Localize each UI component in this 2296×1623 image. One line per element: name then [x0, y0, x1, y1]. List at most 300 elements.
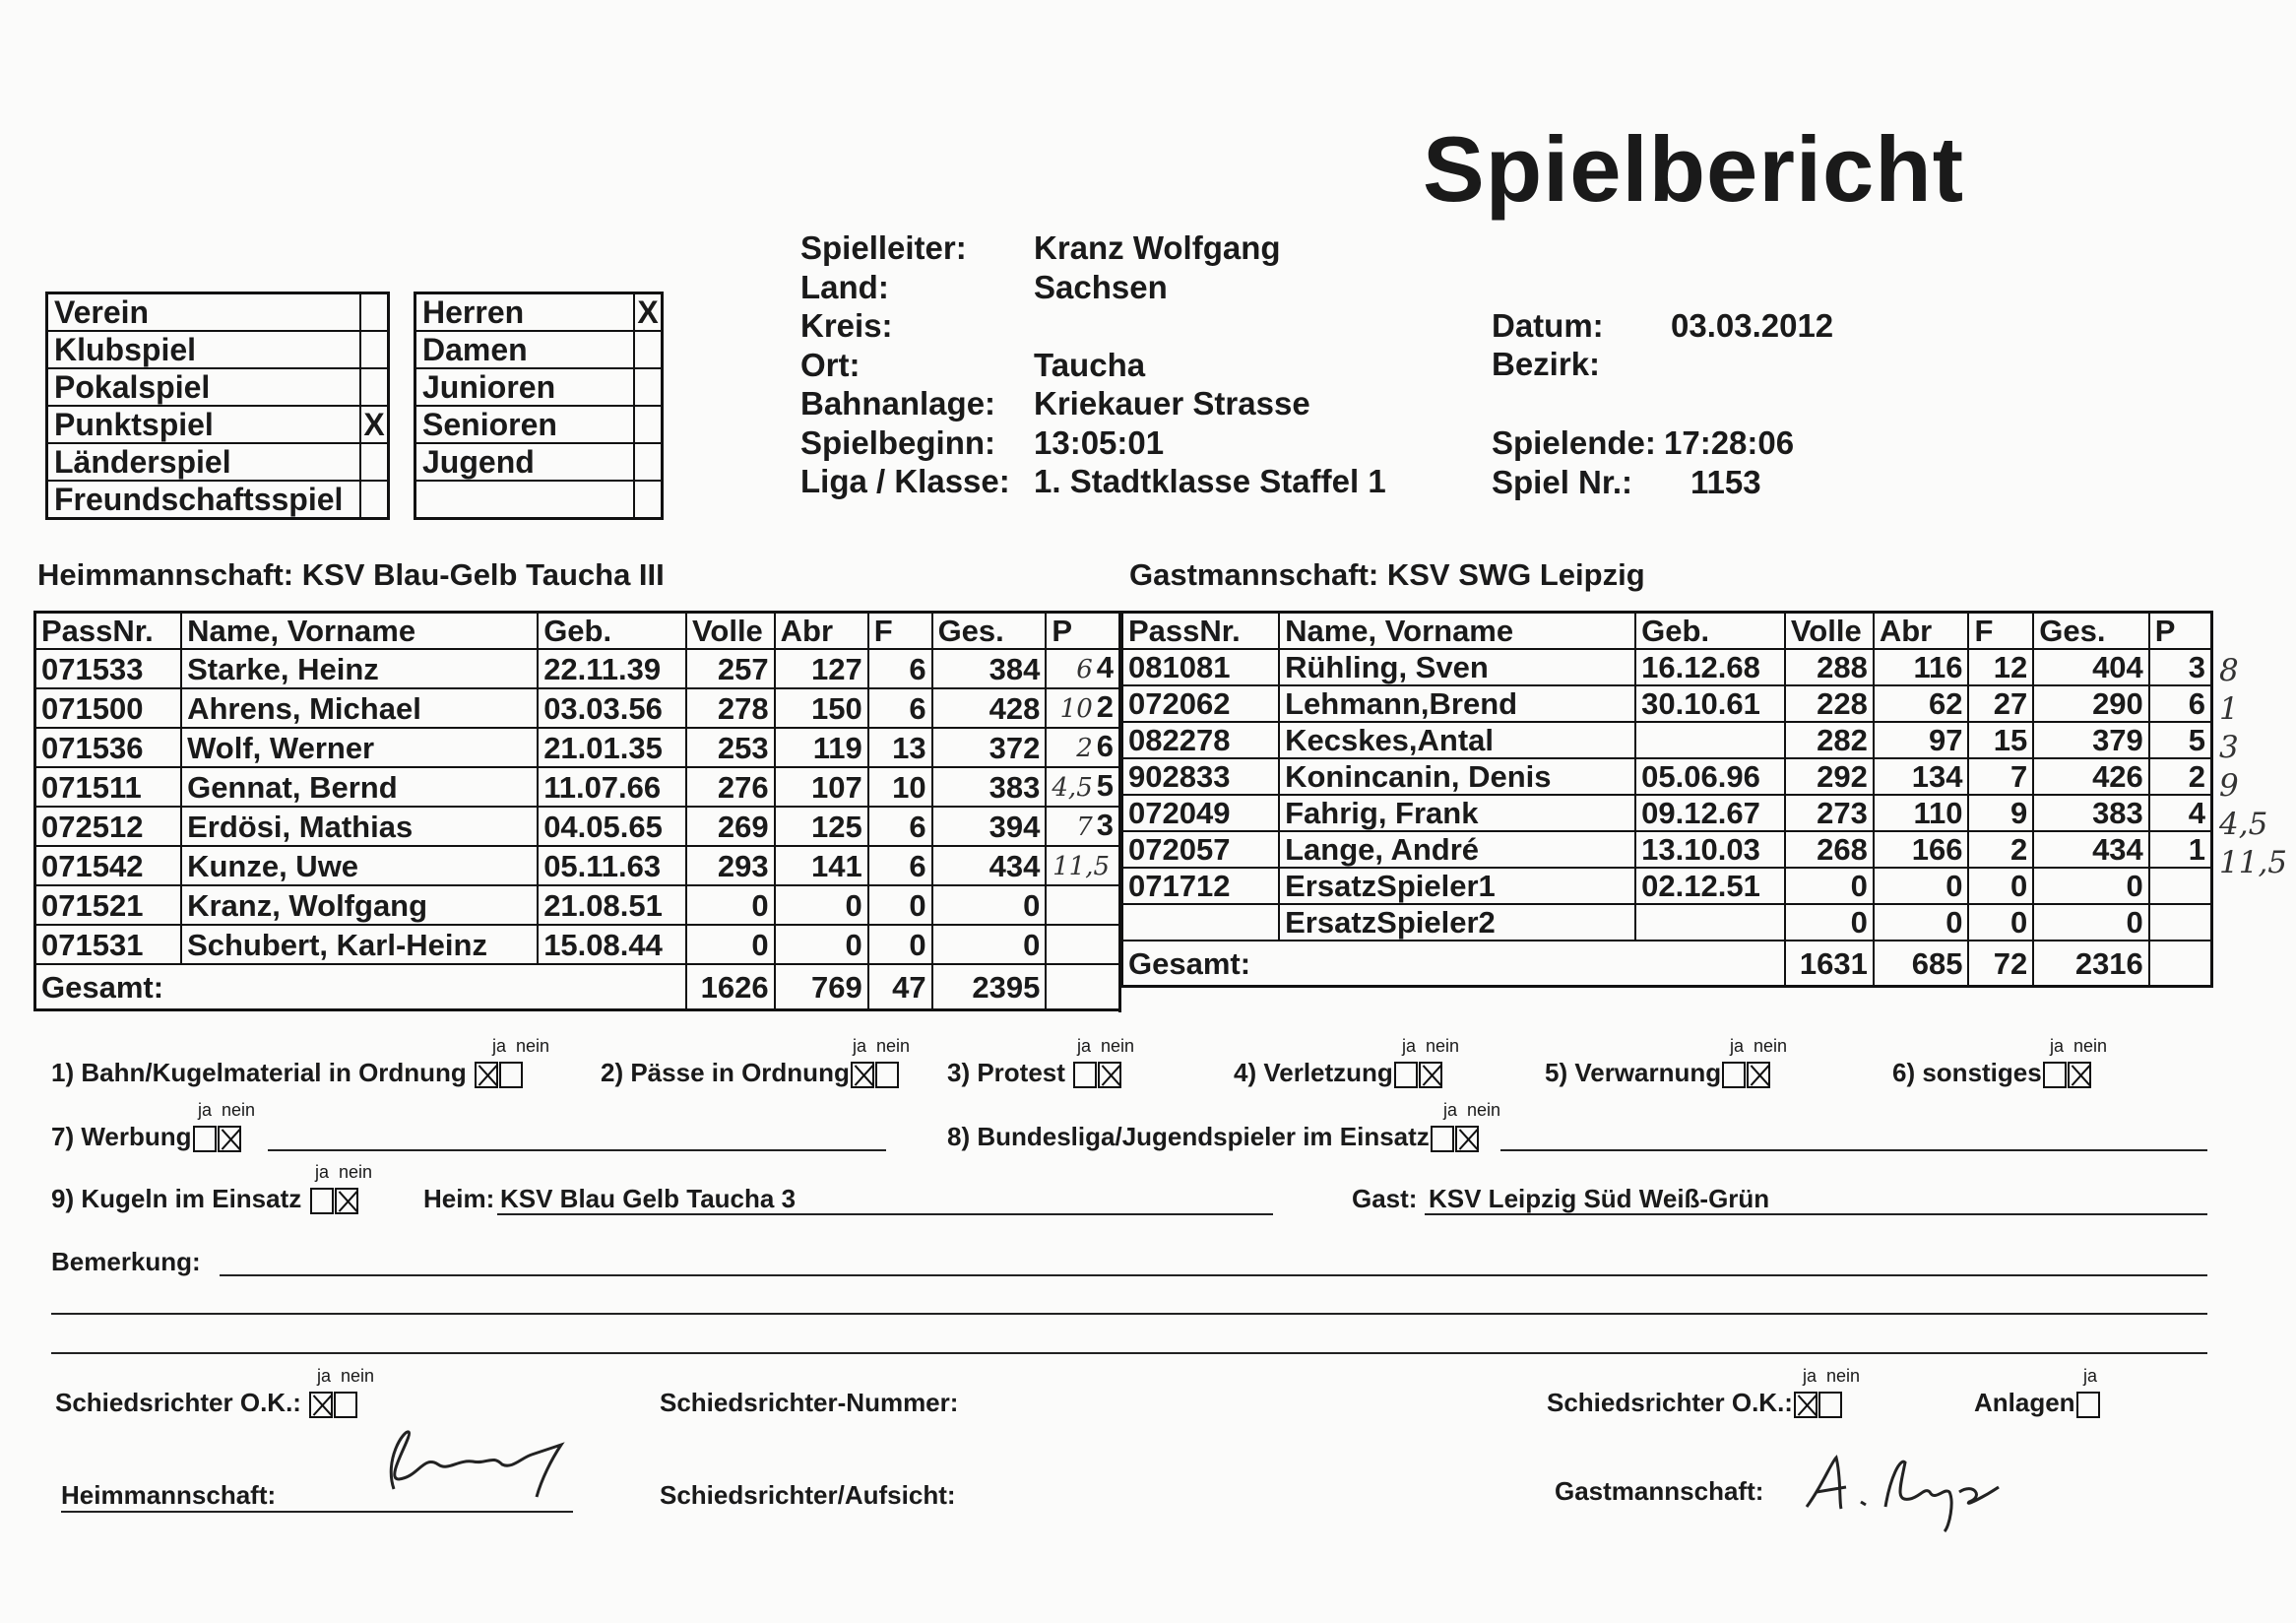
guest-total-row [1122, 941, 2212, 987]
home-col-header: P [1046, 613, 1119, 650]
home-points-cell [1046, 885, 1119, 925]
q8-line [1500, 1149, 2207, 1151]
guest-match-points: 3 [2188, 650, 2205, 684]
home-cell: 071533 [35, 649, 182, 688]
spielende-label: Spielende: [1492, 424, 1656, 461]
category-row [415, 293, 663, 332]
guest-cell: 116 [1874, 649, 1969, 685]
guest-handwritten-point: 4,5 [2219, 807, 2268, 842]
bemerkung-line-2[interactable] [51, 1313, 2207, 1315]
category-checkbox[interactable] [634, 331, 663, 368]
home-player-row [35, 846, 1120, 885]
q8-ja-checkbox[interactable] [1431, 1126, 1454, 1152]
home-player-row [35, 925, 1120, 964]
gastmannschaft-signature-label: Gastmannschaft: [1555, 1476, 1764, 1506]
guest-col-header: F [1968, 613, 2033, 650]
guest-total-label: Gesamt: [1122, 941, 1785, 987]
home-total-label: Gesamt: [35, 964, 687, 1010]
guest-player-row [1122, 758, 2212, 795]
guest-cell: 0 [1874, 868, 1969, 904]
guest-col-header: P [2149, 613, 2212, 650]
home-handwritten-points: 2 [1076, 734, 1093, 763]
home-cell: 071536 [35, 728, 182, 767]
home-cell: 119 [775, 728, 868, 767]
home-player-row [35, 807, 1120, 846]
game-type-row [47, 443, 389, 481]
guest-team-label: Gastmannschaft: KSV SWG Leipzig [1129, 557, 1645, 592]
home-col-header: PassNr. [35, 613, 182, 650]
home-points-cell [1046, 807, 1119, 846]
home-cell: 6 [868, 688, 932, 728]
guest-handwritten-point [2219, 882, 2287, 921]
info-label: Kreis: [800, 307, 893, 344]
home-cell: Kunze, Uwe [181, 846, 538, 885]
home-points-cell [1046, 846, 1119, 885]
guest-cell: 09.12.67 [1635, 795, 1785, 831]
home-cell: 127 [775, 649, 868, 688]
guest-handwritten-points [2219, 652, 2287, 959]
home-total-points [1046, 964, 1119, 1010]
guest-player-row [1122, 868, 2212, 904]
guest-cell: 383 [2033, 795, 2149, 831]
aufsicht-label: Schiedsrichter/Aufsicht: [660, 1480, 956, 1510]
schiri-ok-guest: Schiedsrichter O.K.: [1547, 1388, 1842, 1418]
home-handwritten-points: 6 [1076, 655, 1093, 684]
q1-ja-checkbox[interactable] [475, 1062, 498, 1088]
guest-cell: 426 [2033, 758, 2149, 795]
home-cell: 428 [932, 688, 1047, 728]
guest-cell: 404 [2033, 649, 2149, 685]
home-cell: 384 [932, 649, 1047, 688]
schiri-ok-home-ja-checkbox[interactable] [309, 1392, 333, 1418]
bemerkung-line-1[interactable] [220, 1274, 2207, 1276]
home-cell: Kranz, Wolfgang [181, 885, 538, 925]
guest-cell: 282 [1785, 722, 1874, 758]
home-total-ges: 2395 [932, 964, 1047, 1010]
guest-cell: 0 [2033, 904, 2149, 941]
home-team-table [33, 611, 1121, 1011]
guest-total-f: 72 [1968, 941, 2033, 987]
q5-nein-checkbox[interactable] [1747, 1062, 1770, 1088]
spielnr-label: Spiel Nr.: [1492, 464, 1633, 500]
q3: 3) Protest [947, 1058, 1121, 1088]
guest-cell: 072057 [1122, 831, 1280, 868]
guest-header-row [1122, 613, 2212, 650]
home-player-row [35, 649, 1120, 688]
home-col-header: Name, Vorname [181, 613, 538, 650]
guest-handwritten-point: 11,5 [2219, 845, 2288, 880]
home-handwritten-points: 11,5 [1052, 852, 1110, 881]
guest-handwritten-point: 8 [2219, 653, 2239, 688]
game-type-label: Freundschaftsspiel [47, 481, 361, 519]
home-col-header: Geb. [538, 613, 686, 650]
home-cell: Starke, Heinz [181, 649, 538, 688]
guest-points-cell [2149, 649, 2212, 685]
home-cell: 071521 [35, 885, 182, 925]
home-handwritten-points: 7 [1076, 812, 1093, 842]
q2-ja-checkbox[interactable] [851, 1062, 874, 1088]
anlagen-ja-checkbox[interactable] [2076, 1392, 2100, 1418]
guest-cell: 273 [1785, 795, 1874, 831]
home-total-row [35, 964, 1120, 1010]
game-type-label: Pokalspiel [47, 368, 361, 406]
home-team-label: Heimmannschaft: KSV Blau-Gelb Taucha III [37, 557, 665, 592]
home-cell: 04.05.65 [538, 807, 686, 846]
guest-player-row [1122, 831, 2212, 868]
home-cell: 293 [686, 846, 775, 885]
schiri-ok-guest-ja-nein: ja nein [1803, 1366, 1861, 1386]
heimmannschaft-signature [364, 1420, 581, 1513]
home-cell: 6 [868, 846, 932, 885]
home-col-header: Ges. [932, 613, 1047, 650]
q4-ja-checkbox[interactable] [1394, 1062, 1418, 1088]
guest-cell: 0 [1785, 904, 1874, 941]
guest-handwritten-point: 9 [2219, 768, 2239, 804]
info-label: Spielleiter: [800, 229, 967, 266]
category-row [415, 443, 663, 481]
info-label: Spielbeginn: [800, 423, 995, 461]
game-type-checkbox[interactable] [360, 331, 389, 368]
gast-line [1425, 1213, 2207, 1215]
guest-match-points: 1 [2188, 832, 2205, 867]
gast-value[interactable]: KSV Leipzig Süd Weiß-Grün [1429, 1184, 1770, 1213]
info-value: 13:05:01 [1034, 423, 1165, 461]
info-value: Kranz Wolfgang [1034, 229, 1281, 266]
home-cell: Schubert, Karl-Heinz [181, 925, 538, 964]
q5-ja-nein: ja nein [1730, 1036, 1788, 1056]
q9: 9) Kugeln im Einsatz [51, 1184, 358, 1214]
info-label: Bahnanlage: [800, 385, 996, 422]
heim-line [497, 1213, 1273, 1215]
home-cell: 0 [932, 885, 1047, 925]
game-type-label: Länderspiel [47, 443, 361, 481]
home-cell: 125 [775, 807, 868, 846]
spielende-value: 17:28:06 [1664, 424, 1795, 461]
guest-cell: 0 [1874, 904, 1969, 941]
guest-cell: 434 [2033, 831, 2149, 868]
info-value: Taucha [1034, 346, 1146, 383]
q7-line [268, 1149, 886, 1151]
q3-nein-checkbox[interactable] [1098, 1062, 1121, 1088]
anlagen: Anlagen [1974, 1388, 2100, 1418]
category-table [414, 292, 664, 520]
guest-cell: 15 [1968, 722, 2033, 758]
guest-points-cell [2149, 831, 2212, 868]
guest-total-abr: 685 [1874, 941, 1969, 987]
home-cell: 434 [932, 846, 1047, 885]
category-label: Senioren [415, 406, 635, 443]
home-cell: Gennat, Bernd [181, 767, 538, 807]
home-cell: 383 [932, 767, 1047, 807]
info-value [1034, 306, 1386, 346]
guest-points-cell [2149, 685, 2212, 722]
guest-total-ges: 2316 [2033, 941, 2149, 987]
q6: 6) sonstiges [1892, 1058, 2091, 1088]
q9-ja-checkbox[interactable] [310, 1188, 334, 1214]
home-cell: 05.11.63 [538, 846, 686, 885]
game-type-checkbox[interactable] [360, 443, 389, 481]
guest-cell: 072049 [1122, 795, 1280, 831]
category-label: Junioren [415, 368, 635, 406]
guest-cell: 0 [1785, 868, 1874, 904]
home-player-row [35, 728, 1120, 767]
guest-points-cell [2149, 868, 2212, 904]
game-type-label: Punktspiel [47, 406, 361, 443]
game-type-row [47, 481, 389, 519]
q8-ja-nein: ja nein [1443, 1100, 1501, 1120]
category-checkbox[interactable] [634, 368, 663, 406]
guest-cell: 27 [1968, 685, 2033, 722]
game-type-checkbox[interactable] [360, 481, 389, 519]
home-cell: 0 [868, 885, 932, 925]
home-handwritten-points: 4,5 [1052, 773, 1093, 803]
home-cell: 071511 [35, 767, 182, 807]
q3-ja-nein: ja nein [1077, 1036, 1135, 1056]
home-cell: 278 [686, 688, 775, 728]
home-match-points: 3 [1096, 808, 1114, 842]
guest-total-volle: 1631 [1785, 941, 1874, 987]
guest-cell: 7 [1968, 758, 2033, 795]
home-cell: 141 [775, 846, 868, 885]
info-values [1034, 228, 1386, 501]
guest-cell: 292 [1785, 758, 1874, 795]
home-cell: 276 [686, 767, 775, 807]
home-match-points: 5 [1096, 768, 1114, 803]
guest-match-points: 5 [2188, 723, 2205, 757]
home-cell: 21.01.35 [538, 728, 686, 767]
q6-nein-checkbox[interactable] [2068, 1062, 2091, 1088]
home-match-points: 2 [1096, 689, 1114, 724]
q8: 8) Bundesliga/Jugendspieler im Einsatz [947, 1122, 1479, 1152]
guest-cell: 082278 [1122, 722, 1280, 758]
guest-cell: 379 [2033, 722, 2149, 758]
guest-cell: 30.10.61 [1635, 685, 1785, 722]
q5-ja-checkbox[interactable] [1722, 1062, 1746, 1088]
home-total-abr: 769 [775, 964, 868, 1010]
category-checkbox[interactable] [634, 406, 663, 443]
home-total-volle: 1626 [686, 964, 775, 1010]
guest-cell [1122, 904, 1280, 941]
home-cell: 0 [868, 925, 932, 964]
home-points-cell [1046, 925, 1119, 964]
q7: 7) Werbung [51, 1122, 241, 1152]
category-checkbox[interactable] [634, 481, 663, 519]
schiri-nummer-label: Schiedsrichter-Nummer: [660, 1388, 959, 1417]
home-cell: 0 [775, 885, 868, 925]
category-row [415, 331, 663, 368]
home-cell: 071542 [35, 846, 182, 885]
home-cell: 0 [686, 885, 775, 925]
guest-cell: Fahrig, Frank [1279, 795, 1635, 831]
schiri-ok-home: Schiedsrichter O.K.: [55, 1388, 357, 1418]
q6-ja-nein: ja nein [2050, 1036, 2108, 1056]
home-cell: 22.11.39 [538, 649, 686, 688]
guest-cell: Lange, André [1279, 831, 1635, 868]
bemerkung-line-3[interactable] [51, 1352, 2207, 1354]
guest-cell: 02.12.51 [1635, 868, 1785, 904]
game-type-row [47, 406, 389, 443]
guest-cell: 166 [1874, 831, 1969, 868]
guest-handwritten-point: 3 [2219, 730, 2239, 765]
home-cell: 071500 [35, 688, 182, 728]
guest-col-header: Volle [1785, 613, 1874, 650]
home-cell: 072512 [35, 807, 182, 846]
guest-cell: 13.10.03 [1635, 831, 1785, 868]
q8-nein-checkbox[interactable] [1455, 1126, 1479, 1152]
guest-cell: Rühling, Sven [1279, 649, 1635, 685]
game-type-row [47, 368, 389, 406]
home-points-cell [1046, 649, 1119, 688]
q2-ja-nein: ja nein [853, 1036, 911, 1056]
datum-label: Datum: [1492, 307, 1604, 344]
q2: 2) Pässe in Ordnung [601, 1058, 899, 1088]
guest-cell: 268 [1785, 831, 1874, 868]
guest-cell: 110 [1874, 795, 1969, 831]
q6-ja-checkbox[interactable] [2043, 1062, 2067, 1088]
home-match-points: 6 [1096, 729, 1114, 763]
game-type-row [47, 293, 389, 332]
guest-cell [1635, 904, 1785, 941]
guest-cell: 05.06.96 [1635, 758, 1785, 795]
guest-cell: 081081 [1122, 649, 1280, 685]
home-col-header: F [868, 613, 932, 650]
game-type-label: Klubspiel [47, 331, 361, 368]
guest-cell [1635, 722, 1785, 758]
game-type-row [47, 331, 389, 368]
guest-cell: 290 [2033, 685, 2149, 722]
info-label: Ort: [800, 346, 861, 383]
guest-total-points [2149, 941, 2212, 987]
home-match-points: 4 [1096, 650, 1114, 684]
guest-points-cell [2149, 904, 2212, 941]
info-value: Kriekauer Strasse [1034, 385, 1310, 422]
gast-label: Gast: [1352, 1184, 1418, 1213]
bezirk-label: Bezirk: [1492, 346, 1601, 382]
category-label: Damen [415, 331, 635, 368]
guest-cell: 2 [1968, 831, 2033, 868]
guest-team-table [1120, 611, 2213, 988]
guest-player-row [1122, 649, 2212, 685]
home-cell: Wolf, Werner [181, 728, 538, 767]
home-cell: 107 [775, 767, 868, 807]
info-value: Sachsen [1034, 268, 1168, 305]
home-cell: 0 [775, 925, 868, 964]
home-cell: 071531 [35, 925, 182, 964]
guest-cell: 16.12.68 [1635, 649, 1785, 685]
guest-cell: 228 [1785, 685, 1874, 722]
game-type-checkbox[interactable] [360, 293, 389, 332]
category-checkbox[interactable]: X [634, 293, 663, 332]
guest-col-header: Ges. [2033, 613, 2149, 650]
guest-cell: ErsatzSpieler2 [1279, 904, 1635, 941]
home-cell: 269 [686, 807, 775, 846]
home-cell: 6 [868, 807, 932, 846]
home-cell: 10 [868, 767, 932, 807]
guest-cell: 97 [1874, 722, 1969, 758]
guest-cell: Konincanin, Denis [1279, 758, 1635, 795]
guest-player-row [1122, 722, 2212, 758]
table-divider [1118, 611, 1121, 1012]
home-cell: 257 [686, 649, 775, 688]
guest-points-cell [2149, 795, 2212, 831]
heim-value[interactable]: KSV Blau Gelb Taucha 3 [500, 1184, 797, 1213]
q1-nein-checkbox[interactable] [499, 1062, 523, 1088]
bemerkung-label: Bemerkung: [51, 1247, 201, 1276]
home-cell: 0 [932, 925, 1047, 964]
gastmannschaft-signature [1802, 1448, 2009, 1541]
q4-nein-checkbox[interactable] [1419, 1062, 1442, 1088]
guest-player-row [1122, 795, 2212, 831]
guest-handwritten-point: 1 [2219, 691, 2239, 727]
game-type-checkbox[interactable] [360, 368, 389, 406]
guest-cell: 0 [1968, 868, 2033, 904]
guest-col-header: Abr [1874, 613, 1969, 650]
home-points-cell [1046, 688, 1119, 728]
guest-points-cell [2149, 758, 2212, 795]
q3-ja-checkbox[interactable] [1073, 1062, 1097, 1088]
category-label [415, 481, 635, 519]
home-total-f: 47 [868, 964, 932, 1010]
info-labels [800, 228, 1010, 501]
home-cell: 13 [868, 728, 932, 767]
guest-cell: Lehmann,Brend [1279, 685, 1635, 722]
game-type-label: Verein [47, 293, 361, 332]
q7-nein-checkbox[interactable] [218, 1126, 241, 1152]
guest-col-header: PassNr. [1122, 613, 1280, 650]
guest-col-header: Geb. [1635, 613, 1785, 650]
home-cell: 03.03.56 [538, 688, 686, 728]
schiri-ok-home-nein-checkbox[interactable] [334, 1392, 357, 1418]
home-player-row [35, 885, 1120, 925]
q7-ja-nein: ja nein [198, 1100, 256, 1120]
guest-cell: 902833 [1122, 758, 1280, 795]
home-cell: 0 [686, 925, 775, 964]
home-cell: 394 [932, 807, 1047, 846]
info-value: 1. Stadtklasse Staffel 1 [1034, 463, 1386, 499]
category-row [415, 368, 663, 406]
guest-cell: 072062 [1122, 685, 1280, 722]
guest-cell: 62 [1874, 685, 1969, 722]
home-cell: Ahrens, Michael [181, 688, 538, 728]
q7-ja-checkbox[interactable] [193, 1126, 217, 1152]
info-label: Liga / Klasse: [800, 463, 1010, 499]
category-checkbox[interactable] [634, 443, 663, 481]
schiri-ok-guest-nein-checkbox[interactable] [1818, 1392, 1842, 1418]
guest-cell: 12 [1968, 649, 2033, 685]
heimmannschaft-signature-label: Heimmannschaft: [61, 1480, 277, 1510]
category-row [415, 406, 663, 443]
q2-nein-checkbox[interactable] [875, 1062, 899, 1088]
q5: 5) Verwarnung [1545, 1058, 1770, 1088]
q1-ja-nein: ja nein [492, 1036, 550, 1056]
schiri-ok-home-ja-nein: ja nein [317, 1366, 375, 1386]
guest-match-points: 6 [2188, 686, 2205, 721]
q4: 4) Verletzung [1234, 1058, 1442, 1088]
guest-match-points: 2 [2188, 759, 2205, 794]
datum-value: 03.03.2012 [1671, 307, 1834, 344]
home-cell: 6 [868, 649, 932, 688]
home-cell: Erdösi, Mathias [181, 807, 538, 846]
guest-cell: 0 [2033, 868, 2149, 904]
category-label: Jugend [415, 443, 635, 481]
q9-nein-checkbox[interactable] [335, 1188, 358, 1214]
guest-player-row [1122, 685, 2212, 722]
game-type-checkbox[interactable]: X [360, 406, 389, 443]
anlagen-ja: ja [2083, 1366, 2098, 1386]
schiri-ok-guest-ja-checkbox[interactable] [1794, 1392, 1818, 1418]
home-cell: 253 [686, 728, 775, 767]
guest-points-cell [2149, 722, 2212, 758]
